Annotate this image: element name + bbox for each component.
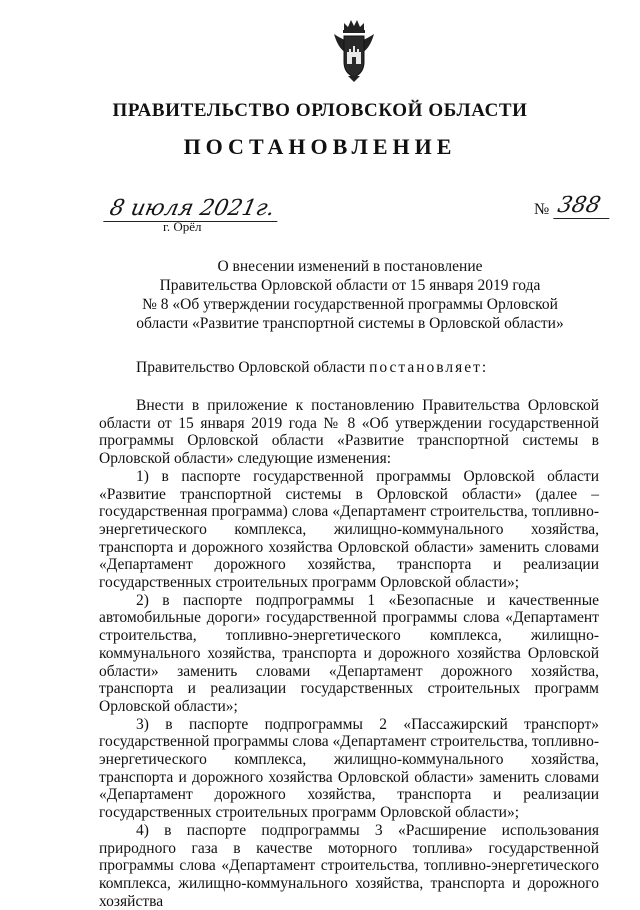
handwritten-date: 8 июля 2021г.: [103, 196, 283, 222]
document-type-title: ПОСТАНОВЛЕНИЕ: [183, 134, 457, 159]
document-body: [99, 397, 599, 910]
coat-of-arms-icon: [332, 18, 376, 84]
body-paragraph: 4) в паспорте подпрограммы 3 «Расширение использования природного газа в качестве моторного топлива» государственной программы слова «Департамент строительства, топливно-энергетического комплекса, жилищно-коммунального хозяйства, транспорта и дорожного хозяйства: [99, 821, 599, 910]
body-paragraph: 3) в паспорте подпрограммы 2 «Пассажирский транспорт» государственной программы слова «Департамент строительства, топливно-энергетического комплекса, жилищно-коммунального хозяйства, транспорта и дорожного хозяйства Орловской области» заменить словами «Департамент дорожного хозяйства, транспорта и реализации государственных строительных программ Орловской области»;: [99, 715, 599, 822]
preamble-verb: постановляет:: [369, 359, 489, 376]
government-title: ПРАВИТЕЛЬСТВО ОРЛОВСКОЙ ОБЛАСТИ: [112, 100, 528, 121]
subject-line: № 8 «Об утверждении государственной программы Орловской: [142, 296, 558, 313]
city-label: г. Орёл: [163, 219, 202, 234]
body-paragraph: 2) в паспорте подпрограммы 1 «Безопасные и качественные автомобильные дороги» государственной программы слова «Департамент строительства, топливно-энергетического комплекса, жилищно-коммунального хозяйства, транспорта и дорожного хозяйства Орловской области» заменить словами «Департамент дорожного хозяйства, транспорта и реализации государственных строительных программ Орловской области»;: [99, 591, 599, 715]
subject-line: области «Развитие транспортной системы в Орловской области»: [136, 315, 564, 332]
body-paragraph: Внести в приложение к постановлению Правительства Орловской области от 15 января 2019 года № 8 «Об утверждении государственной программы Орловской области «Развитие транспортной системы в Орловской области» следующие изменения:: [99, 397, 599, 468]
subject-line: Правительства Орловской области от 15 января 2019 года: [159, 277, 541, 294]
preamble-prefix: Правительство Орловской области: [136, 359, 366, 376]
document-subject: [100, 257, 600, 333]
handwritten-document-number: 388: [553, 193, 615, 219]
document-number-label: №: [534, 201, 550, 218]
body-paragraph: 1) в паспорте государственной программы Орловской области «Развитие транспортной системы в Орловской области» (далее – государственная программа) слова «Департамент строительства, топливно-энергетического комплекса, жилищно-коммунального хозяйства, транспорта и дорожного хозяйства Орловской области» заменить словами «Департамент дорожного хозяйства, транспорта и реализации государственных строительных программ Орловской области»;: [99, 467, 599, 592]
preamble: [136, 359, 488, 377]
subject-line: О внесении изменений в постановление: [217, 258, 483, 275]
